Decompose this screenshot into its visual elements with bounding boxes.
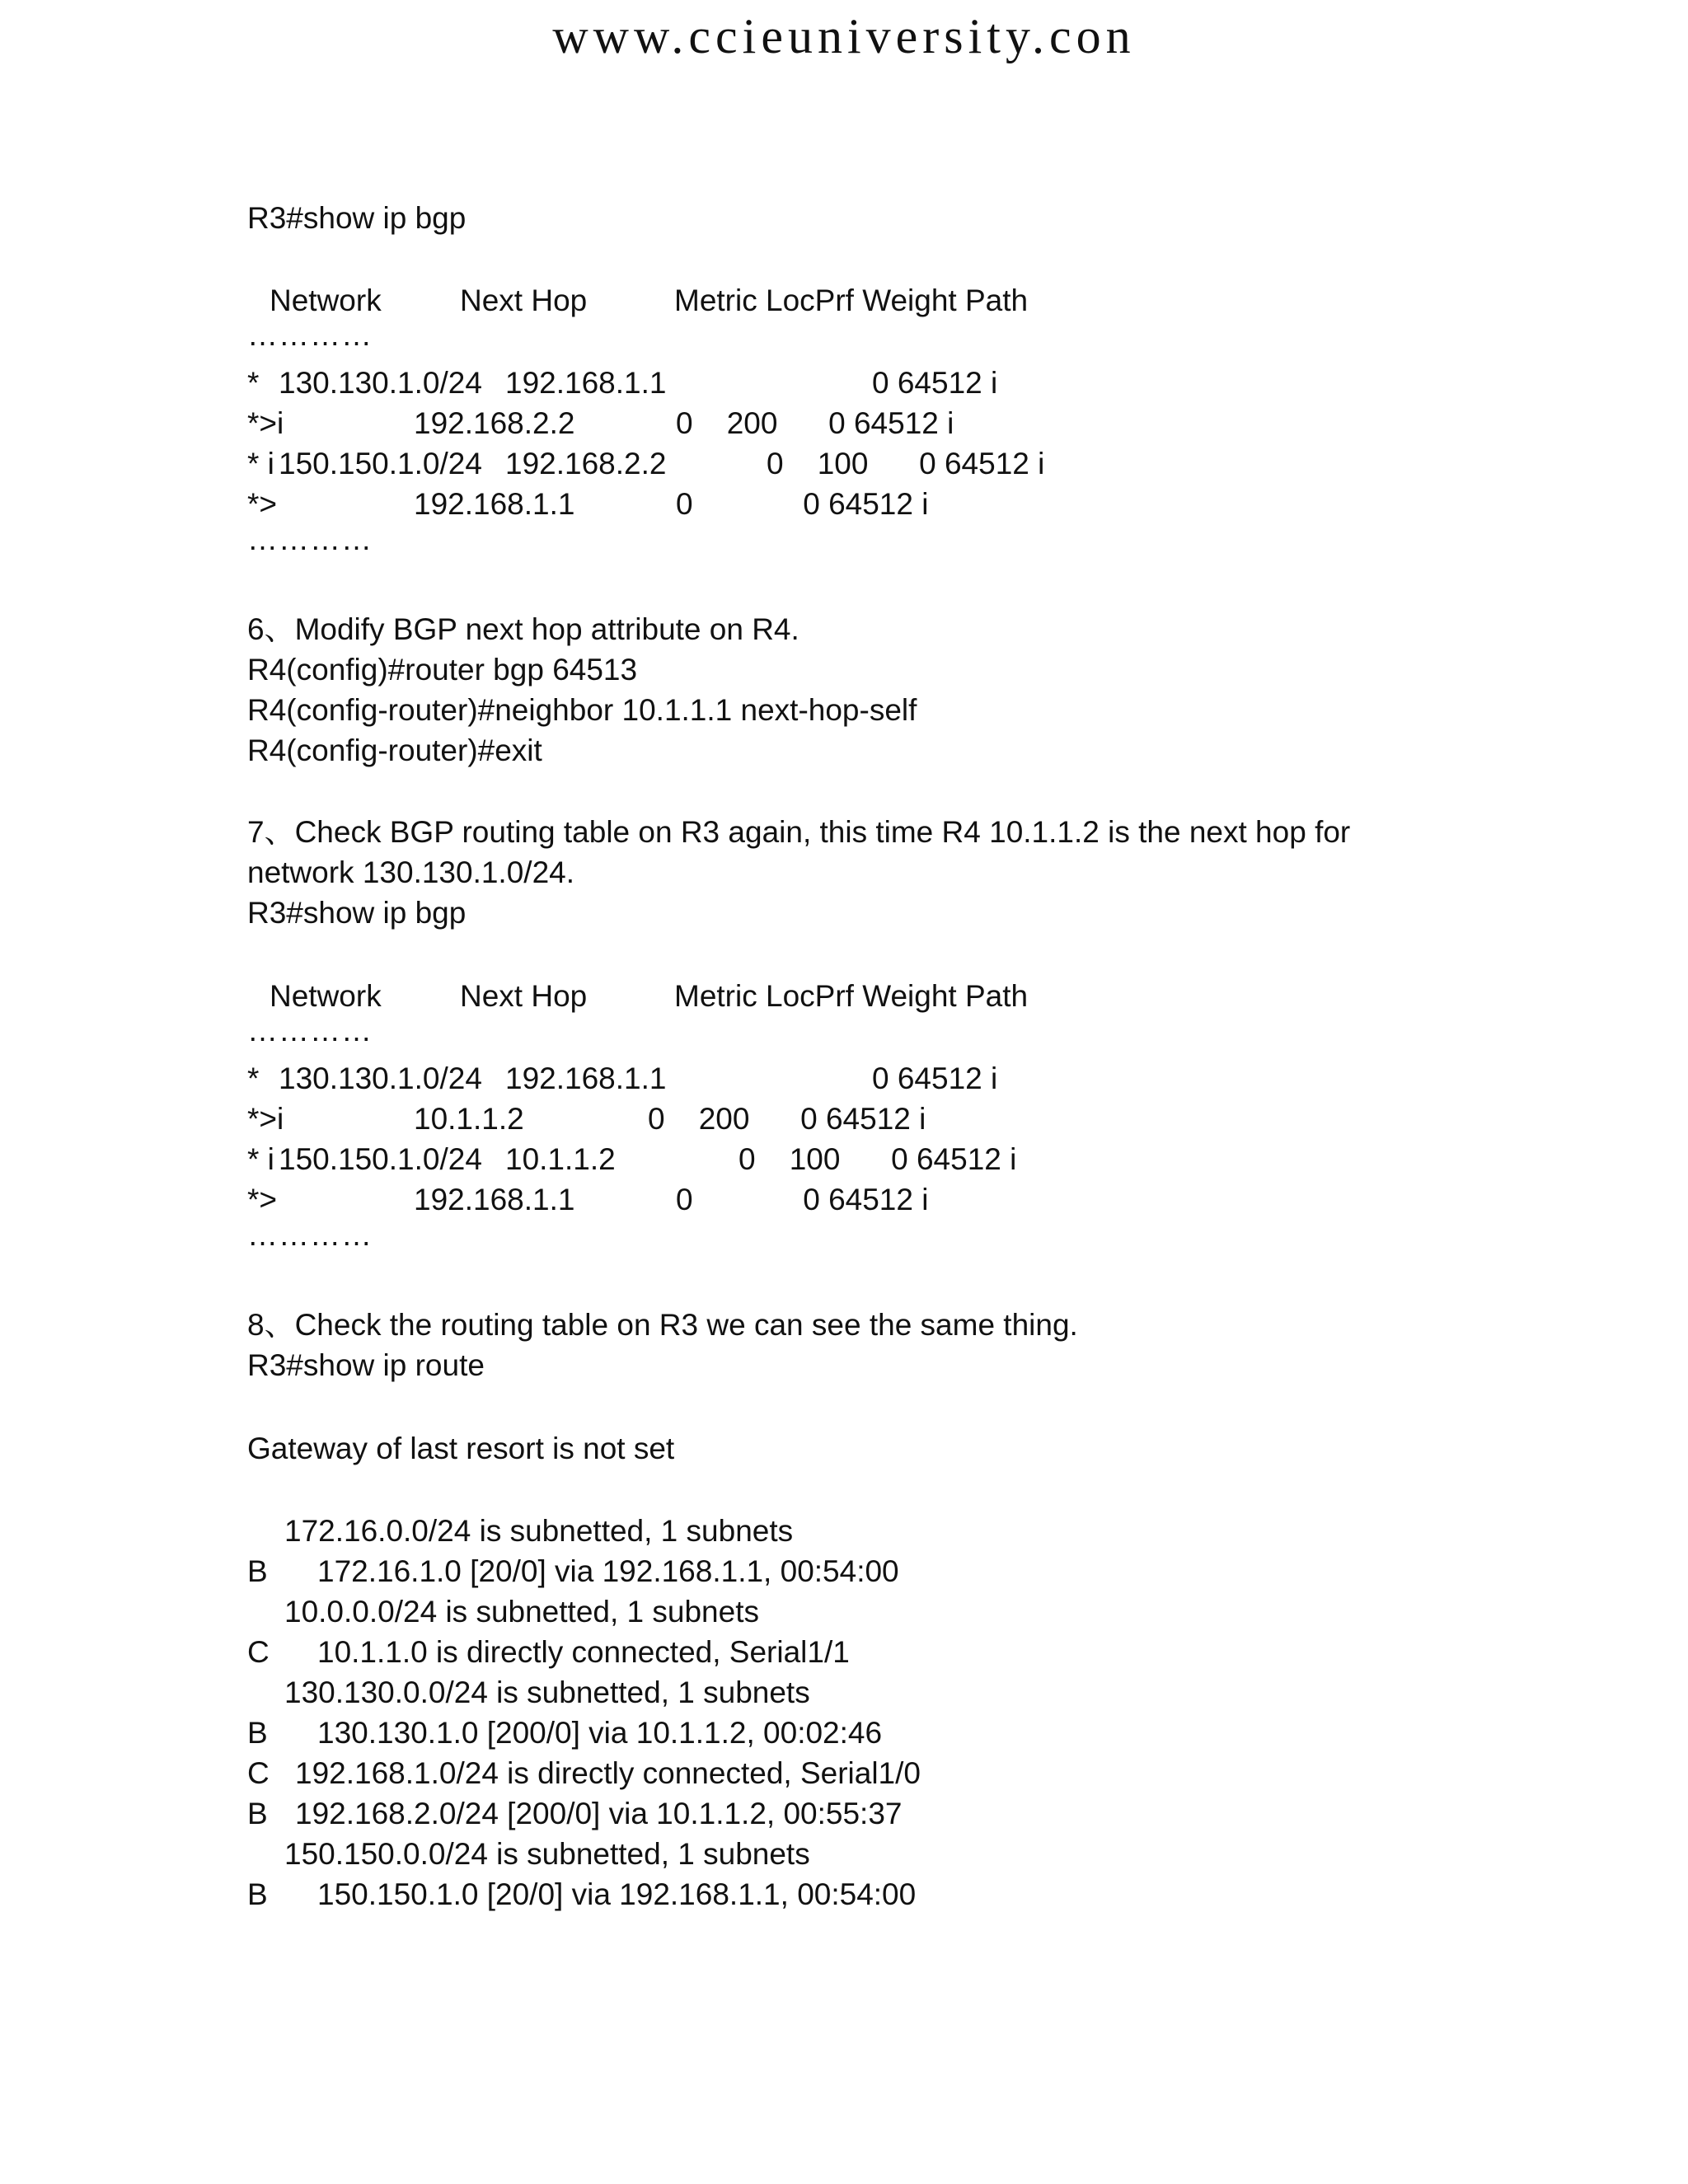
route-code: *>i — [247, 406, 284, 440]
command-line: R3#show ip bgp — [247, 896, 467, 930]
route-entry: 192.168.2.0/24 [200/0] via 10.1.1.2, 00:55:37 — [295, 1797, 903, 1830]
route-entry: 192.168.1.0/24 is directly connected, Serial1/0 — [295, 1756, 921, 1790]
route-code: * i — [247, 447, 274, 480]
route-next-hop: 192.168.1.1 — [414, 487, 575, 521]
route-network: 150.150.1.0/24 — [279, 447, 482, 480]
route-next-hop: 192.168.1.1 — [505, 1062, 667, 1095]
step-7-title-cont: network 130.130.1.0/24. — [247, 855, 575, 889]
header-network: Network — [270, 979, 382, 1013]
command-line: R3#show ip route — [247, 1348, 485, 1382]
route-next-hop: 10.1.1.2 — [505, 1142, 616, 1176]
route-code: * i — [247, 1142, 274, 1176]
route-attributes: 0 64512 i — [872, 366, 998, 400]
route-code: *> — [247, 1183, 278, 1216]
route-network: 150.150.1.0/24 — [279, 1142, 482, 1176]
header-columns: Metric LocPrf Weight Path — [674, 979, 1029, 1013]
route-attributes: 0 200 0 64512 i — [676, 406, 954, 440]
route-network: 130.130.1.0/24 — [279, 366, 482, 400]
ellipsis-separator: ………… — [247, 1014, 373, 1047]
route-code: *>i — [247, 1102, 284, 1136]
ellipsis-separator: ………… — [247, 318, 373, 352]
config-line: R4(config-router)#exit — [247, 733, 542, 767]
route-subnet-line: 172.16.0.0/24 is subnetted, 1 subnets — [284, 1514, 794, 1548]
route-subnet-line: 10.0.0.0/24 is subnetted, 1 subnets — [284, 1595, 759, 1629]
route-attributes: 0 0 64512 i — [676, 487, 929, 521]
route-subnet-line: 130.130.0.0/24 is subnetted, 1 subnets — [284, 1675, 810, 1709]
route-code: B — [247, 1877, 268, 1911]
header-next-hop: Next Hop — [460, 284, 588, 317]
ellipsis-separator: ………… — [247, 1218, 373, 1252]
config-line: R4(config-router)#neighbor 10.1.1.1 next-hop-self — [247, 693, 917, 727]
route-entry: 172.16.1.0 [20/0] via 192.168.1.1, 00:54:00 — [317, 1554, 899, 1588]
header-next-hop: Next Hop — [460, 979, 588, 1013]
route-subnet-line: 150.150.0.0/24 is subnetted, 1 subnets — [284, 1837, 810, 1871]
route-code: B — [247, 1554, 268, 1588]
route-entry: 130.130.1.0 [200/0] via 10.1.1.2, 00:02:46 — [317, 1716, 883, 1750]
route-next-hop: 192.168.1.1 — [505, 366, 667, 400]
step-6-title: 6、Modify BGP next hop attribute on R4. — [247, 612, 799, 646]
route-code: * — [247, 366, 260, 400]
gateway-line: Gateway of last resort is not set — [247, 1432, 675, 1465]
route-entry: 150.150.1.0 [20/0] via 192.168.1.1, 00:54:00 — [317, 1877, 917, 1911]
watermark-header: www.ccieuniversity.con — [552, 9, 1136, 63]
route-next-hop: 192.168.2.2 — [414, 406, 575, 440]
route-code: *> — [247, 487, 278, 521]
route-attributes: 0 64512 i — [872, 1062, 998, 1095]
step-8-title: 8、Check the routing table on R3 we can see the same thing. — [247, 1308, 1078, 1342]
route-network: 130.130.1.0/24 — [279, 1062, 482, 1095]
route-next-hop: 192.168.1.1 — [414, 1183, 575, 1216]
step-7-title: 7、Check BGP routing table on R3 again, this time R4 10.1.1.2 is the next hop for — [247, 815, 1351, 849]
route-attributes: 0 0 64512 i — [676, 1183, 929, 1216]
route-code: B — [247, 1797, 268, 1830]
route-code: C — [247, 1756, 270, 1790]
route-code: * — [247, 1062, 260, 1095]
config-line: R4(config)#router bgp 64513 — [247, 653, 638, 687]
route-code: B — [247, 1716, 268, 1750]
route-next-hop: 10.1.1.2 — [414, 1102, 524, 1136]
header-network: Network — [270, 284, 382, 317]
route-entry: 10.1.1.0 is directly connected, Serial1/1 — [317, 1635, 850, 1669]
route-attributes: 0 100 0 64512 i — [767, 447, 1045, 480]
route-attributes: 0 100 0 64512 i — [738, 1142, 1017, 1176]
route-code: C — [247, 1635, 270, 1669]
route-attributes: 0 200 0 64512 i — [648, 1102, 926, 1136]
command-line: R3#show ip bgp — [247, 201, 467, 235]
route-next-hop: 192.168.2.2 — [505, 447, 667, 480]
ellipsis-separator: ………… — [247, 523, 373, 556]
header-columns: Metric LocPrf Weight Path — [674, 284, 1029, 317]
